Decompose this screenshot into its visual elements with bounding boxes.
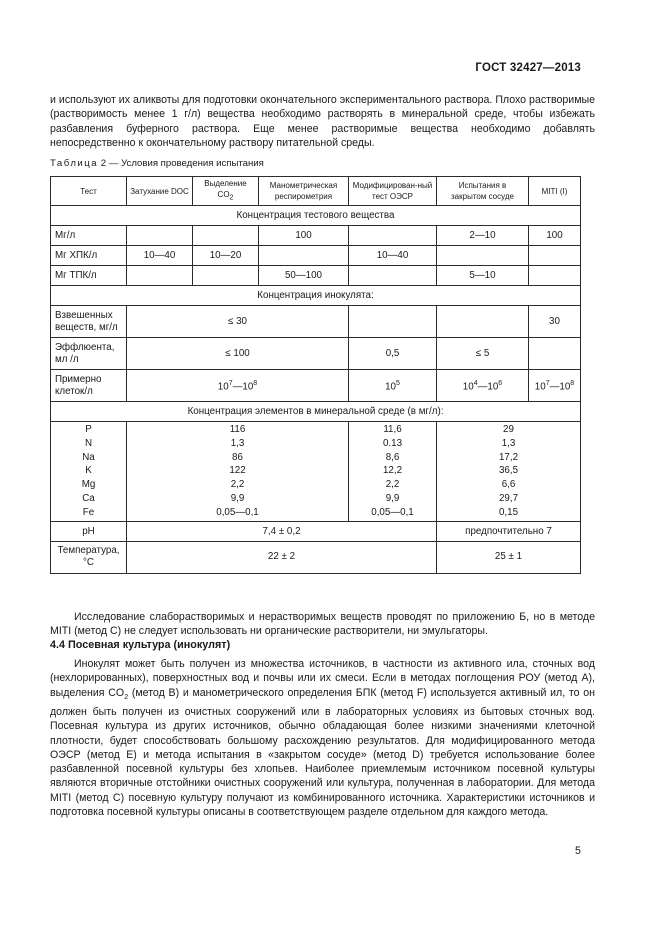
conditions-table (50, 176, 581, 574)
table-caption-title: — Условия проведения испытания (108, 158, 264, 169)
cell-cells-closed: $10^4—10^6$ (437, 370, 529, 402)
table-row (51, 246, 581, 266)
table-header-row (51, 177, 581, 206)
col-header-doc: Затухание DOC (127, 177, 193, 206)
col-header-co2: Выделение $CO_2$ (193, 177, 259, 206)
col-header-manometric: Манометрическая респирометрия (259, 177, 349, 206)
cell-temperature-closed: 25 ± 1 (437, 541, 581, 573)
table-row (51, 266, 581, 286)
row-label-mgl: Мг/л (51, 226, 127, 246)
table-caption-label: Таблица (50, 158, 99, 169)
row-label-temperature: Температура, °С (51, 541, 127, 573)
cell-effluent-oecd: 0,5 (349, 338, 437, 370)
row-label-effluent: Эффлюента, мл /л (51, 338, 127, 370)
cell-cells-oecd: $10^5$ (349, 370, 437, 402)
paragraph-inoculum: Инокулят может быть получен из множества источников, в частности из активного ила, сточных вод (нехлорированных), поверхностных вод и почвы или их смеси. Если в методах поглощения РОУ (метод А), выделения $CO_2$ (метод В) и манометрического определения БПК (метод F) используется активный ил, то он должен быть получен из очистных сооружений или в лабораторных условиях из бытовых сточных вод. Посевная культура из других источников, обычно обладающая более низкими значениями клеточной плотности, будет способствовать большому расхождению результатов. Для модифицированного метода ОЭСР (метод Е) и метода испытания в «закрытом сосуде» (метод D) требуется использование более разбавленной посевной культуры без хлопьев. Наиболее приемлемым источником посевной культуры являются вторичные отстойники очистных сооружений или культура, полученная в лаборатории. Для метода MITI (метод С) посевную культуру получают из комбинированного источника. Характеристики источников и подготовка посевной культуры описаны в соответствующем разделе отдельном для каждого метода. (50, 658, 596, 819)
col-header-closed: Испытания в закрытом сосуде (437, 177, 529, 206)
section-test-substance: Концентрация тестового вещества (51, 206, 581, 226)
section-inoculum: Концентрация инокулята: (51, 286, 581, 306)
cell-effluent-closed: ≤ 5 (437, 338, 529, 370)
cell-effluent-main: ≤ 100 (127, 338, 349, 370)
row-label-suspended: Взвешенных веществ, мг/л (51, 306, 127, 338)
table-row (51, 521, 581, 541)
row-label-toc: Мг ТПК/л (51, 266, 127, 286)
table-caption-number: 2 (100, 158, 107, 169)
co2-subscript-text: 2 (124, 693, 129, 701)
paragraph-insoluble: Исследование слаборастворимых и нерастворимых веществ проводят по приложению Б, но в методе MITI (метод С) не следует использовать ни органические растворители, ни эмульгаторы. (50, 611, 595, 638)
cell-toc-closed: 5—10 (437, 266, 529, 286)
elements-labels: P N Na K Mg Ca Fe (51, 422, 127, 522)
paragraph-intro: и используют их аликвоты для подготовки окончательного экспериментального раствора. Плохо растворимые (растворимость менее 1 г/л) вещества необходимо растворять в минеральной среде, чтобы избежать разбавления буферного раствора. Еще менее растворимые вещества необходимо добавлять непосредственно к окончательному раствору питательной среды. (50, 94, 595, 149)
page-number: 5 (575, 845, 581, 857)
col-header-miti: MITI (I) (529, 177, 581, 206)
elements-main-values: 116 1,3 86 122 2,2 9,9 0,05—0,1 (127, 422, 349, 522)
row-label-cod: Мг ХПК/л (51, 246, 127, 266)
col-header-oecd: Модифицирован-ный тест ОЭСР (349, 177, 437, 206)
table-caption (50, 158, 264, 169)
cell-ph-main: 7,4 ± 0,2 (127, 521, 437, 541)
cell-ph-closed: предпочтительно 7 (437, 521, 581, 541)
elements-closed-values: 29 1,3 17,2 36,5 6,6 29,7 0,15 (437, 422, 581, 522)
section-elements: Концентрация элементов в минеральной среде (в мг/л): (51, 402, 581, 422)
table-row (51, 338, 581, 370)
table-row (51, 226, 581, 246)
table-row (51, 541, 581, 573)
elements-oecd-values: 11,6 0.13 8,6 12,2 2,2 9,9 0,05—0,1 (349, 422, 437, 522)
table-row (51, 370, 581, 402)
document-id: ГОСТ 32427—2013 (475, 62, 581, 74)
col-header-test: Тест (51, 177, 127, 206)
cell-toc-manometric: 50—100 (259, 266, 349, 286)
cell-cells-miti: $10^7—10^8$ (529, 370, 581, 402)
cell-temperature-main: 22 ± 2 (127, 541, 437, 573)
cell-cod-doc: 10—40 (127, 246, 193, 266)
table-row-elements (51, 422, 581, 522)
cell-cod-co2: 10—20 (193, 246, 259, 266)
cell-mgl-closed: 2—10 (437, 226, 529, 246)
row-label-cells: Примерно клеток/л (51, 370, 127, 402)
co2-subscript: 2 (229, 194, 234, 202)
cell-suspended-main: ≤ 30 (127, 306, 349, 338)
section-heading: 4.4 Посевная культура (инокулят) (50, 639, 231, 651)
cell-cod-oecd: 10—40 (349, 246, 437, 266)
row-label-ph: pH (51, 521, 127, 541)
table-row (51, 306, 581, 338)
cell-suspended-miti: 30 (529, 306, 581, 338)
cell-mgl-manometric: 100 (259, 226, 349, 246)
cell-cells-main: $10^7—10^8$ (127, 370, 349, 402)
cell-mgl-miti: 100 (529, 226, 581, 246)
